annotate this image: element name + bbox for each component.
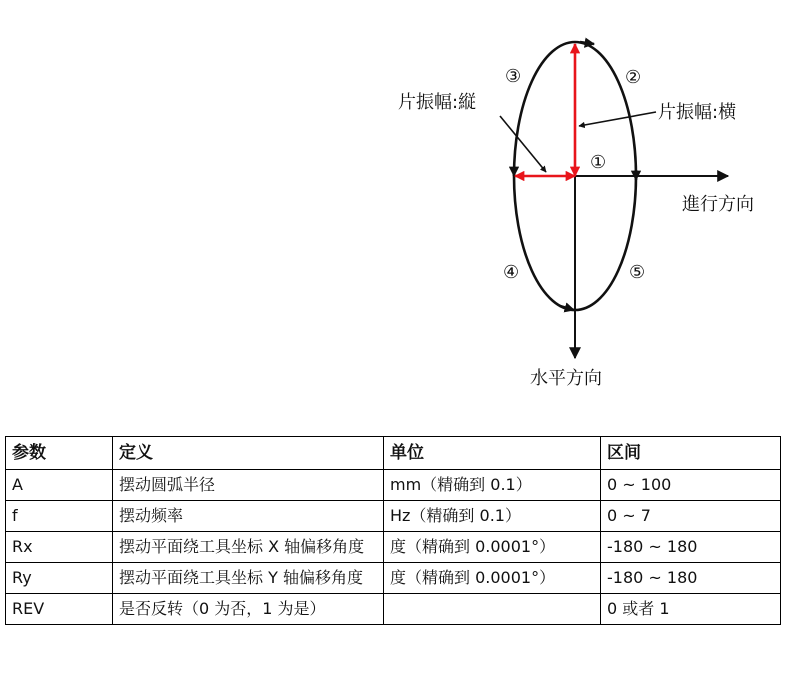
cell-range: 0 或者 1: [601, 594, 781, 625]
cell-range: -180 ~ 180: [601, 563, 781, 594]
label-travel-direction: 進行方向: [682, 194, 754, 215]
cell-parameter: Ry: [6, 563, 113, 594]
cell-unit: 度（精确到 0.0001°）: [384, 563, 601, 594]
table-row: [6, 501, 781, 532]
table-header-row: [6, 437, 781, 470]
cell-definition: 摆动平面绕工具坐标 Y 轴偏移角度: [113, 563, 384, 594]
cell-parameter: A: [6, 470, 113, 501]
cell-unit: 度（精确到 0.0001°）: [384, 532, 601, 563]
parameter-table: [5, 436, 781, 625]
marker-5: ⑤: [629, 262, 646, 283]
cell-unit: Hz（精确到 0.1）: [384, 501, 601, 532]
marker-4: ④: [503, 262, 520, 283]
table-row: [6, 470, 781, 501]
label-horizontal-amplitude: 片振幅:横: [658, 102, 737, 123]
cell-range: -180 ~ 180: [601, 532, 781, 563]
table-row: [6, 563, 781, 594]
cell-unit: [384, 594, 601, 625]
table-row: [6, 532, 781, 563]
cell-definition: 摆动圆弧半径: [113, 470, 384, 501]
cell-unit: mm（精确到 0.1）: [384, 470, 601, 501]
header-parameter: 参数: [6, 437, 113, 470]
label-horizontal-direction: 水平方向: [530, 368, 602, 389]
cell-parameter: f: [6, 501, 113, 532]
cell-range: 0 ~ 7: [601, 501, 781, 532]
marker-2: ②: [625, 67, 642, 88]
header-definition: 定义: [113, 437, 384, 470]
leader-vertical-amplitude: [500, 116, 546, 172]
header-range: 区间: [601, 437, 781, 470]
cell-definition: 摆动频率: [113, 501, 384, 532]
cell-definition: 是否反转（0 为否，1 为是）: [113, 594, 384, 625]
marker-3: ③: [505, 66, 522, 87]
cell-definition: 摆动平面绕工具坐标 X 轴偏移角度: [113, 532, 384, 563]
cell-parameter: REV: [6, 594, 113, 625]
header-unit: 单位: [384, 437, 601, 470]
cell-range: 0 ~ 100: [601, 470, 781, 501]
label-vertical-amplitude: 片振幅:縦: [398, 92, 477, 113]
cell-parameter: Rx: [6, 532, 113, 563]
table-row: [6, 594, 781, 625]
leader-horizontal-amplitude: [579, 112, 656, 126]
marker-1: ①: [590, 152, 607, 173]
